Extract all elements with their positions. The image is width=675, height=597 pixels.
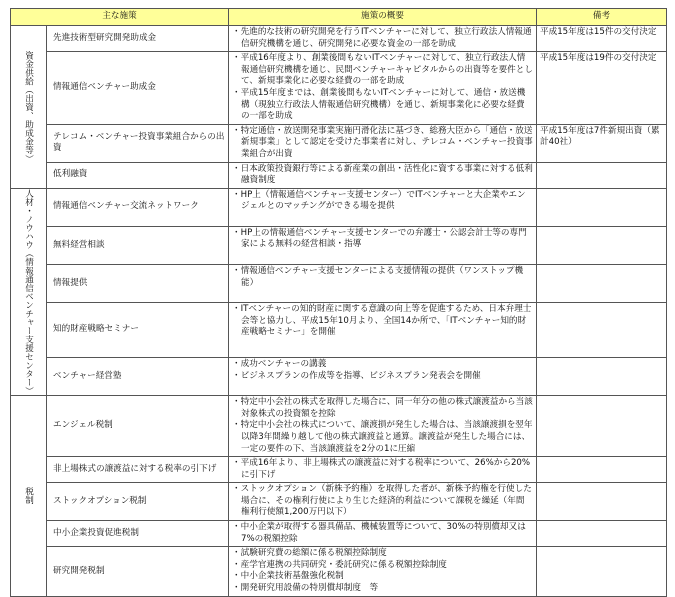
measure-overview	[229, 162, 537, 188]
measure-remark: 平成15年度は15件の交付決定	[537, 26, 667, 52]
overview-bullet: ・ ビジネスプランの作成等を指導、ビジネスプラン発表会を開催	[232, 371, 533, 383]
measure-overview	[229, 226, 537, 264]
measure-remark	[537, 264, 667, 302]
measure-remark: 平成15年度は7件新規出資（累計40社）	[537, 124, 667, 162]
table-row	[11, 547, 667, 596]
category-cell-funding	[11, 26, 47, 189]
measure-overview	[229, 264, 537, 302]
category-label: 税制	[23, 487, 34, 505]
header-measure: 主な施策	[11, 9, 229, 26]
header-row	[11, 9, 667, 26]
measure-name: 研究開発税制	[47, 547, 229, 596]
measure-name: 情報通信ベンチャー助成金	[47, 52, 229, 125]
measure-name: 無料経営相談	[47, 226, 229, 264]
measure-overview	[229, 303, 537, 358]
table-row	[11, 521, 667, 547]
measure-overview	[229, 547, 537, 596]
measure-name: ストックオプション税制	[47, 483, 229, 521]
overview-bullet: ・ 特定通信・放送開発事業実施円滑化法に基づき、総務大臣から「通信・放送新規事業」として認定を受けた事業者に対し、テレコム・ベンチャー投資事業組合が出資	[232, 126, 533, 161]
overview-bullet: ・ 平成15年度までは、創業後間もないITベンチャーに対して、通信・放送機構（現独立行政法人情報通信研究機構）を通じ、新規事業化に必要な経費の一部を助成	[232, 88, 533, 123]
measure-name: 非上場株式の譲渡益に対する税率の引下げ	[47, 457, 229, 483]
overview-bullet: ・ 情報通信ベンチャー支援センターによる支援情報の提供（ワンストップ機能）	[232, 266, 533, 289]
category-cell-tax	[11, 396, 47, 597]
overview-bullet: ・ ストックオプション（新株予約権）を取得した者が、新株予約権を行使した場合に、その権利行使により生じた経済的利益について課税を繰延（年間権利行使額1,200万円以下）	[232, 484, 533, 519]
overview-bullet: ・ 特定中小会社の株式を取得した場合に、同一年分の他の株式譲渡益から当該対象株式の投資額を控除	[232, 397, 533, 420]
measure-remark: 平成15年度は19件の交付決定	[537, 52, 667, 125]
measure-remark	[537, 521, 667, 547]
measures-table-container	[10, 8, 666, 597]
table-row	[11, 396, 667, 457]
table-row	[11, 52, 667, 125]
overview-bullet: ・ 先進的な技術の研究開発を行うITベンチャーに対して、独立行政法人情報通信研究機構を通じ、研究開発に必要な資金の一部を助成	[232, 27, 533, 50]
header-remarks: 備考	[537, 9, 667, 26]
overview-bullet: ・ 成功ベンチャーの講義	[232, 359, 533, 371]
measure-remark	[537, 162, 667, 188]
measure-overview	[229, 26, 537, 52]
measure-name: 低利融資	[47, 162, 229, 188]
table-row	[11, 26, 667, 52]
overview-bullet: ・ HP上（情報通信ベンチャー支援センター）でITベンチャーと大企業やエンジェルとのマッチングができる場を提供	[232, 190, 533, 213]
measure-name: テレコム・ベンチャー投資事業組合からの出資	[47, 124, 229, 162]
overview-bullet: ・ 中小企業が取得する器具備品、機械装置等について、30%の特別償却又は7%の税額控除	[232, 522, 533, 545]
measures-table	[10, 8, 667, 597]
measure-remark	[537, 457, 667, 483]
overview-bullet: ・ HP上の情報通信ベンチャー支援センターでの弁護士・公認会計士等の専門家による無料の経営相談・指導	[232, 228, 533, 251]
overview-bullet: ・ 日本政策投資銀行等による新産業の創出・活性化に資する事業に対する低利融資制度	[232, 164, 533, 187]
table-row	[11, 264, 667, 302]
table-row	[11, 162, 667, 188]
measure-overview	[229, 457, 537, 483]
overview-bullet: ・ 試験研究費の総額に係る税額控除制度	[232, 548, 533, 560]
table-row	[11, 483, 667, 521]
measure-remark	[537, 483, 667, 521]
measure-name: 中小企業投資促進税制	[47, 521, 229, 547]
measure-name: エンジェル税制	[47, 396, 229, 457]
overview-bullet: ・ 特定中小会社の株式について、譲渡損が発生した場合は、当該譲渡損を翌年以降3年間繰り越して他の株式譲渡益と通算。譲渡益が発生した場合には、一定の要件の下、当該譲渡益を2分の1に圧縮	[232, 420, 533, 455]
category-cell-know-how	[11, 188, 47, 395]
header-overview: 施策の概要	[229, 9, 537, 26]
overview-bullet: ・ ITベンチャーの知的財産に関する意識の向上等を促進するため、日本弁理士会等と協力し、平成15年10月より、全国14か所で、「ITベンチャー知的財産戦略セミナー」を開催	[232, 304, 533, 339]
measure-overview	[229, 396, 537, 457]
measure-remark	[537, 226, 667, 264]
measure-remark	[537, 357, 667, 395]
measure-overview	[229, 357, 537, 395]
measure-remark	[537, 303, 667, 358]
overview-bullet: ・ 開発研究用設備の特別償却制度 等	[232, 583, 533, 595]
measure-remark	[537, 547, 667, 596]
overview-bullet: ・ 平成16年より、非上場株式の譲渡益に対する税率について、26%から20%に引下げ	[232, 458, 533, 481]
measure-overview	[229, 483, 537, 521]
measure-overview	[229, 124, 537, 162]
table-row	[11, 303, 667, 358]
measure-name: 先進技術型研究開発助成金	[47, 26, 229, 52]
measure-overview	[229, 52, 537, 125]
overview-bullet: ・ 中小企業技術基盤強化税制	[232, 571, 533, 583]
measure-name: ベンチャー経営塾	[47, 357, 229, 395]
measure-overview	[229, 521, 537, 547]
measure-remark	[537, 188, 667, 226]
overview-bullet: ・ 産学官連携の共同研究・委託研究に係る税額控除制度	[232, 560, 533, 572]
table-row	[11, 188, 667, 226]
measure-name: 情報通信ベンチャー交流ネットワーク	[47, 188, 229, 226]
overview-bullet: ・ 平成16年度より、創業後間もないITベンチャーに対して、独立行政法人情報通信研究機構を通じ、民間ベンチャーキャピタルからの出資等を要件として、新規事業化に必要な経費の一部を助成	[232, 53, 533, 88]
measure-name: 情報提供	[47, 264, 229, 302]
category-label: 人材・ノウハウ（情報通信ベンチャー支援センター）	[23, 188, 34, 396]
measure-overview	[229, 188, 537, 226]
measure-remark	[537, 396, 667, 457]
table-row	[11, 226, 667, 264]
table-row	[11, 457, 667, 483]
category-label: 資金供給（出資、助成金等）	[23, 50, 34, 163]
measure-name: 知的財産戦略セミナー	[47, 303, 229, 358]
table-row	[11, 357, 667, 395]
table-row	[11, 124, 667, 162]
